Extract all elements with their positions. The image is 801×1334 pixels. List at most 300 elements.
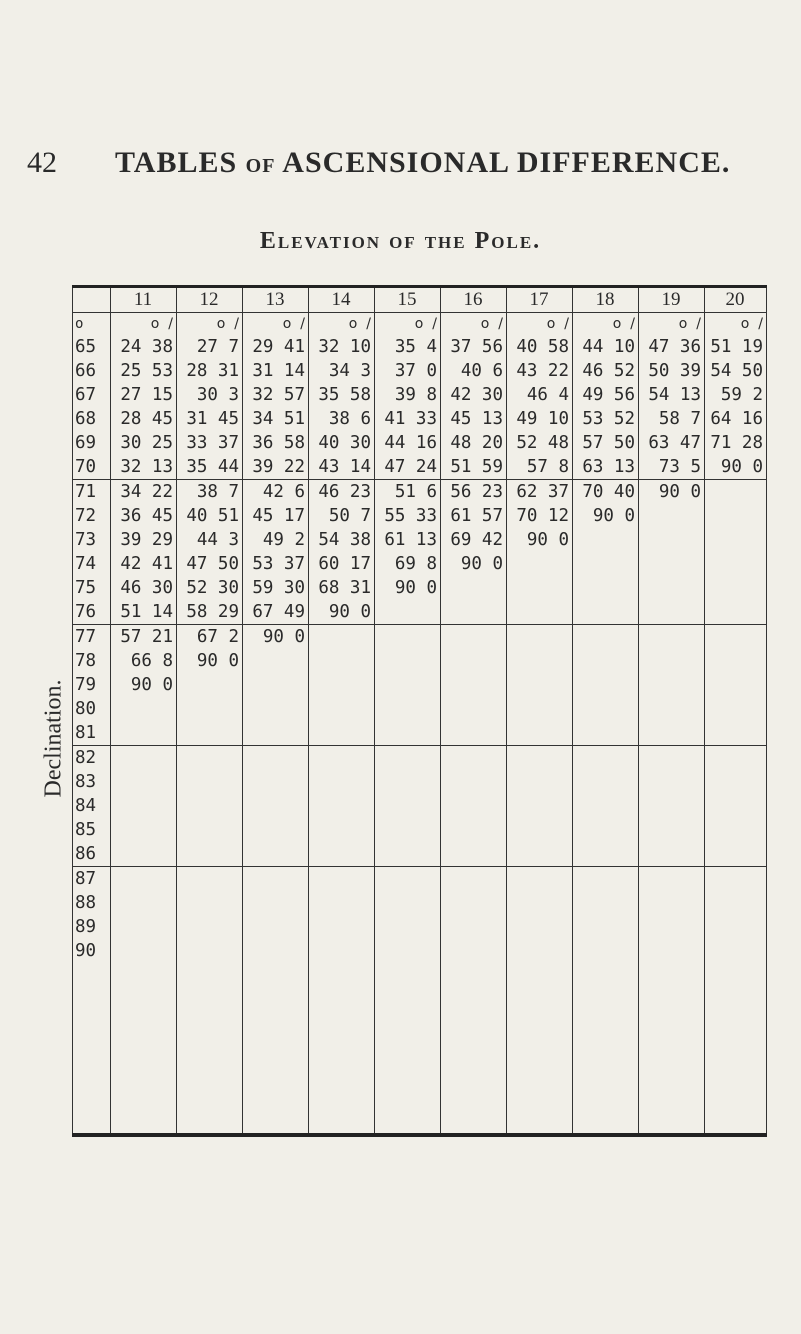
value-cell xyxy=(441,939,507,963)
value-cell xyxy=(507,891,573,915)
table-row xyxy=(73,770,767,794)
value-cell: 41 33 xyxy=(375,407,441,431)
value-cell xyxy=(639,697,705,721)
column-header: 14 xyxy=(309,287,375,313)
minute-symbol: / xyxy=(300,316,305,332)
table-row xyxy=(73,625,767,650)
value-cell xyxy=(375,867,441,892)
value-cell: 38 7 xyxy=(177,480,243,505)
value-cell: 67 2 xyxy=(177,625,243,650)
blank-cell xyxy=(309,963,375,1135)
table-row xyxy=(73,431,767,455)
table-row xyxy=(73,407,767,431)
unit-symbol-cell xyxy=(177,313,243,336)
value-cell xyxy=(375,721,441,746)
value-cell xyxy=(375,891,441,915)
declination-cell: 70 xyxy=(73,455,111,480)
value-cell xyxy=(639,576,705,600)
minute-symbol: / xyxy=(696,316,701,332)
value-cell xyxy=(705,794,767,818)
value-cell xyxy=(177,915,243,939)
value-cell xyxy=(441,721,507,746)
declination-cell: 84 xyxy=(73,794,111,818)
blank-cell xyxy=(639,963,705,1135)
value-cell xyxy=(705,939,767,963)
column-header: 12 xyxy=(177,287,243,313)
minute-symbol: / xyxy=(564,316,569,332)
declination-cell: 87 xyxy=(73,867,111,892)
value-cell xyxy=(177,867,243,892)
value-cell xyxy=(441,649,507,673)
value-cell: 27 15 xyxy=(111,383,177,407)
running-title-part: ASCENSIONAL DIFFERENCE. xyxy=(275,146,731,179)
table-row xyxy=(73,673,767,697)
value-cell: 90 0 xyxy=(309,600,375,625)
minute-symbol: / xyxy=(168,316,173,332)
value-cell xyxy=(573,818,639,842)
minute-symbol: / xyxy=(432,316,437,332)
value-cell xyxy=(573,842,639,867)
value-cell: 69 8 xyxy=(375,552,441,576)
unit-symbol-cell xyxy=(309,313,375,336)
value-cell xyxy=(705,891,767,915)
value-cell: 58 29 xyxy=(177,600,243,625)
declination-cell: 77 xyxy=(73,625,111,650)
value-cell xyxy=(243,649,309,673)
degree-symbol: o xyxy=(414,316,424,332)
value-cell: 44 16 xyxy=(375,431,441,455)
declination-cell: 88 xyxy=(73,891,111,915)
value-cell xyxy=(705,528,767,552)
value-cell: 54 38 xyxy=(309,528,375,552)
value-cell: 31 14 xyxy=(243,359,309,383)
running-title-part: OF xyxy=(245,155,276,177)
value-cell xyxy=(705,818,767,842)
value-cell xyxy=(705,552,767,576)
value-cell: 70 12 xyxy=(507,504,573,528)
value-cell: 51 14 xyxy=(111,600,177,625)
value-cell xyxy=(507,552,573,576)
value-cell xyxy=(309,721,375,746)
value-cell xyxy=(309,818,375,842)
value-cell xyxy=(705,746,767,771)
unit-symbol-cell xyxy=(111,313,177,336)
value-cell xyxy=(375,673,441,697)
value-cell: 56 23 xyxy=(441,480,507,505)
value-cell xyxy=(243,770,309,794)
column-header: 15 xyxy=(375,287,441,313)
value-cell xyxy=(375,697,441,721)
value-cell xyxy=(705,697,767,721)
value-cell xyxy=(243,697,309,721)
value-cell: 35 4 xyxy=(375,335,441,359)
value-cell: 25 53 xyxy=(111,359,177,383)
value-cell xyxy=(705,673,767,697)
value-cell xyxy=(639,891,705,915)
value-cell xyxy=(309,939,375,963)
declination-cell: 74 xyxy=(73,552,111,576)
declination-cell: 66 xyxy=(73,359,111,383)
value-cell xyxy=(177,673,243,697)
value-cell xyxy=(111,939,177,963)
value-cell xyxy=(441,818,507,842)
value-cell xyxy=(441,891,507,915)
value-cell: 67 49 xyxy=(243,600,309,625)
blank-cell xyxy=(705,963,767,1135)
value-cell: 49 10 xyxy=(507,407,573,431)
degree-symbol: o xyxy=(546,316,556,332)
value-cell xyxy=(309,673,375,697)
value-cell: 49 2 xyxy=(243,528,309,552)
value-cell: 31 45 xyxy=(177,407,243,431)
value-cell xyxy=(243,746,309,771)
value-cell xyxy=(639,770,705,794)
value-cell: 38 6 xyxy=(309,407,375,431)
value-cell xyxy=(573,891,639,915)
table-row xyxy=(73,842,767,867)
value-cell xyxy=(441,673,507,697)
value-cell xyxy=(441,842,507,867)
table-row xyxy=(73,359,767,383)
value-cell xyxy=(243,721,309,746)
value-cell: 36 58 xyxy=(243,431,309,455)
value-cell xyxy=(375,915,441,939)
value-cell xyxy=(507,915,573,939)
degree-symbol: o xyxy=(740,316,750,332)
value-cell: 33 37 xyxy=(177,431,243,455)
value-cell xyxy=(639,649,705,673)
table-row xyxy=(73,649,767,673)
declination-cell: 69 xyxy=(73,431,111,455)
value-cell: 35 58 xyxy=(309,383,375,407)
value-cell xyxy=(507,842,573,867)
table-row xyxy=(73,528,767,552)
value-cell xyxy=(507,697,573,721)
value-cell: 90 0 xyxy=(375,576,441,600)
degree-symbol: o xyxy=(348,316,358,332)
value-cell xyxy=(507,746,573,771)
unit-symbol-cell: o xyxy=(73,313,111,336)
table-row xyxy=(73,504,767,528)
declination-cell: 76 xyxy=(73,600,111,625)
value-cell: 47 50 xyxy=(177,552,243,576)
value-cell xyxy=(111,794,177,818)
value-cell xyxy=(309,915,375,939)
value-cell xyxy=(309,891,375,915)
degree-symbol: o xyxy=(216,316,226,332)
declination-cell: 85 xyxy=(73,818,111,842)
value-cell xyxy=(375,649,441,673)
corner-cell xyxy=(73,287,111,313)
value-cell: 63 13 xyxy=(573,455,639,480)
value-cell xyxy=(111,915,177,939)
value-cell xyxy=(639,625,705,650)
value-cell: 66 8 xyxy=(111,649,177,673)
value-cell: 57 8 xyxy=(507,455,573,480)
declination-cell: 72 xyxy=(73,504,111,528)
value-cell xyxy=(441,625,507,650)
column-header: 19 xyxy=(639,287,705,313)
value-cell: 54 50 xyxy=(705,359,767,383)
table-row xyxy=(73,455,767,480)
value-cell xyxy=(375,770,441,794)
blank-cell xyxy=(573,963,639,1135)
value-cell xyxy=(639,552,705,576)
value-cell xyxy=(177,842,243,867)
value-cell xyxy=(309,649,375,673)
unit-symbol-cell xyxy=(243,313,309,336)
value-cell: 27 7 xyxy=(177,335,243,359)
blank-space-row xyxy=(73,963,767,1135)
value-cell: 32 57 xyxy=(243,383,309,407)
value-cell xyxy=(639,915,705,939)
value-cell: 50 7 xyxy=(309,504,375,528)
table-row xyxy=(73,576,767,600)
page-header xyxy=(0,146,801,186)
value-cell: 53 52 xyxy=(573,407,639,431)
declination-cell: 71 xyxy=(73,480,111,505)
value-cell xyxy=(177,697,243,721)
declination-cell: 80 xyxy=(73,697,111,721)
value-cell xyxy=(573,528,639,552)
value-cell: 47 36 xyxy=(639,335,705,359)
value-cell xyxy=(507,867,573,892)
declination-cell: 86 xyxy=(73,842,111,867)
row-axis-label xyxy=(42,668,66,808)
value-cell xyxy=(111,867,177,892)
value-cell: 61 13 xyxy=(375,528,441,552)
value-cell xyxy=(243,818,309,842)
value-cell xyxy=(639,842,705,867)
value-cell: 46 30 xyxy=(111,576,177,600)
value-cell xyxy=(705,625,767,650)
unit-symbol-cell xyxy=(507,313,573,336)
value-cell: 44 3 xyxy=(177,528,243,552)
declination-cell: 82 xyxy=(73,746,111,771)
value-cell: 90 0 xyxy=(705,455,767,480)
blank-cell xyxy=(375,963,441,1135)
degree-symbol: o xyxy=(678,316,688,332)
table-row xyxy=(73,794,767,818)
table-title: Elevation of the Pole. xyxy=(259,228,542,254)
value-cell xyxy=(639,504,705,528)
value-cell xyxy=(441,600,507,625)
declination-cell: 75 xyxy=(73,576,111,600)
value-cell xyxy=(507,794,573,818)
value-cell xyxy=(705,842,767,867)
value-cell xyxy=(243,891,309,915)
value-cell xyxy=(573,625,639,650)
value-cell: 49 56 xyxy=(573,383,639,407)
value-cell xyxy=(375,818,441,842)
degree-symbol: o xyxy=(612,316,622,332)
ascensional-difference-table xyxy=(72,285,767,1137)
value-cell xyxy=(507,721,573,746)
value-cell: 90 0 xyxy=(111,673,177,697)
value-cell xyxy=(177,939,243,963)
value-cell xyxy=(375,600,441,625)
value-cell: 51 59 xyxy=(441,455,507,480)
declination-cell: 83 xyxy=(73,770,111,794)
column-header: 11 xyxy=(111,287,177,313)
value-cell xyxy=(705,649,767,673)
value-cell xyxy=(375,939,441,963)
declination-cell: 90 xyxy=(73,939,111,963)
table-row xyxy=(73,721,767,746)
blank-cell xyxy=(243,963,309,1135)
value-cell: 51 19 xyxy=(705,335,767,359)
value-cell: 43 22 xyxy=(507,359,573,383)
value-cell xyxy=(309,770,375,794)
value-cell: 90 0 xyxy=(243,625,309,650)
value-cell: 54 13 xyxy=(639,383,705,407)
value-cell: 61 57 xyxy=(441,504,507,528)
value-cell: 30 25 xyxy=(111,431,177,455)
table-row xyxy=(73,746,767,771)
value-cell xyxy=(639,528,705,552)
value-cell xyxy=(507,770,573,794)
declination-cell: 81 xyxy=(73,721,111,746)
value-cell: 59 2 xyxy=(705,383,767,407)
running-title xyxy=(115,146,730,180)
unit-symbol-cell xyxy=(375,313,441,336)
blank-cell xyxy=(177,963,243,1135)
blank-cell xyxy=(73,963,111,1135)
value-cell xyxy=(573,721,639,746)
blank-cell xyxy=(111,963,177,1135)
declination-cell: 65 xyxy=(73,335,111,359)
value-cell xyxy=(507,625,573,650)
value-cell xyxy=(639,794,705,818)
value-cell xyxy=(639,721,705,746)
minute-symbol: / xyxy=(366,316,371,332)
value-cell xyxy=(639,746,705,771)
value-cell xyxy=(573,576,639,600)
value-cell xyxy=(177,770,243,794)
blank-cell xyxy=(507,963,573,1135)
value-cell xyxy=(573,673,639,697)
value-cell: 51 6 xyxy=(375,480,441,505)
value-cell: 73 5 xyxy=(639,455,705,480)
value-cell: 40 6 xyxy=(441,359,507,383)
unit-symbol-row xyxy=(73,313,767,336)
running-title-part: TABLES xyxy=(115,146,246,179)
value-cell: 37 56 xyxy=(441,335,507,359)
value-cell xyxy=(639,867,705,892)
table-row xyxy=(73,867,767,892)
value-cell: 68 31 xyxy=(309,576,375,600)
value-cell xyxy=(705,480,767,505)
value-cell: 90 0 xyxy=(177,649,243,673)
unit-symbol-cell xyxy=(573,313,639,336)
value-cell xyxy=(111,891,177,915)
value-cell: 35 44 xyxy=(177,455,243,480)
value-cell xyxy=(573,867,639,892)
value-cell xyxy=(705,770,767,794)
page-number: 42 xyxy=(27,146,57,179)
value-cell: 32 10 xyxy=(309,335,375,359)
value-cell xyxy=(375,746,441,771)
minute-symbol: / xyxy=(630,316,635,332)
value-cell: 43 14 xyxy=(309,455,375,480)
value-cell: 62 37 xyxy=(507,480,573,505)
degree-symbol: o xyxy=(480,316,490,332)
value-cell: 70 40 xyxy=(573,480,639,505)
value-cell: 32 13 xyxy=(111,455,177,480)
value-cell xyxy=(441,770,507,794)
value-cell xyxy=(507,818,573,842)
value-cell xyxy=(375,842,441,867)
value-cell xyxy=(111,842,177,867)
value-cell: 34 22 xyxy=(111,480,177,505)
column-header: 18 xyxy=(573,287,639,313)
value-cell: 37 0 xyxy=(375,359,441,383)
table-row xyxy=(73,891,767,915)
value-cell xyxy=(507,600,573,625)
value-cell: 42 6 xyxy=(243,480,309,505)
value-cell xyxy=(375,625,441,650)
blank-cell xyxy=(441,963,507,1135)
value-cell xyxy=(705,721,767,746)
value-cell: 53 37 xyxy=(243,552,309,576)
value-cell: 57 50 xyxy=(573,431,639,455)
value-cell xyxy=(441,915,507,939)
value-cell xyxy=(573,915,639,939)
value-cell xyxy=(639,600,705,625)
value-cell: 36 45 xyxy=(111,504,177,528)
value-cell: 40 51 xyxy=(177,504,243,528)
value-cell xyxy=(705,915,767,939)
value-cell: 46 4 xyxy=(507,383,573,407)
value-cell: 45 13 xyxy=(441,407,507,431)
column-header: 16 xyxy=(441,287,507,313)
value-cell xyxy=(507,673,573,697)
value-cell xyxy=(705,504,767,528)
minute-symbol: / xyxy=(498,316,503,332)
value-cell: 39 22 xyxy=(243,455,309,480)
value-cell xyxy=(507,649,573,673)
value-cell: 52 48 xyxy=(507,431,573,455)
value-cell: 47 24 xyxy=(375,455,441,480)
value-cell xyxy=(507,576,573,600)
value-cell: 42 30 xyxy=(441,383,507,407)
value-cell: 34 3 xyxy=(309,359,375,383)
declination-cell: 78 xyxy=(73,649,111,673)
declination-cell: 67 xyxy=(73,383,111,407)
value-cell: 46 52 xyxy=(573,359,639,383)
header-row xyxy=(73,287,767,313)
value-cell: 30 3 xyxy=(177,383,243,407)
minute-symbol: / xyxy=(234,316,239,332)
value-cell xyxy=(309,697,375,721)
value-cell xyxy=(573,552,639,576)
value-cell xyxy=(243,867,309,892)
value-cell xyxy=(573,939,639,963)
value-cell: 40 30 xyxy=(309,431,375,455)
value-cell: 57 21 xyxy=(111,625,177,650)
value-cell xyxy=(309,842,375,867)
value-cell: 63 47 xyxy=(639,431,705,455)
value-cell: 29 41 xyxy=(243,335,309,359)
table-row xyxy=(73,939,767,963)
table-row xyxy=(73,552,767,576)
value-cell xyxy=(243,915,309,939)
table-row xyxy=(73,383,767,407)
value-cell xyxy=(243,842,309,867)
value-cell: 71 28 xyxy=(705,431,767,455)
declination-label-text: Declination. xyxy=(40,679,67,797)
value-cell xyxy=(507,939,573,963)
